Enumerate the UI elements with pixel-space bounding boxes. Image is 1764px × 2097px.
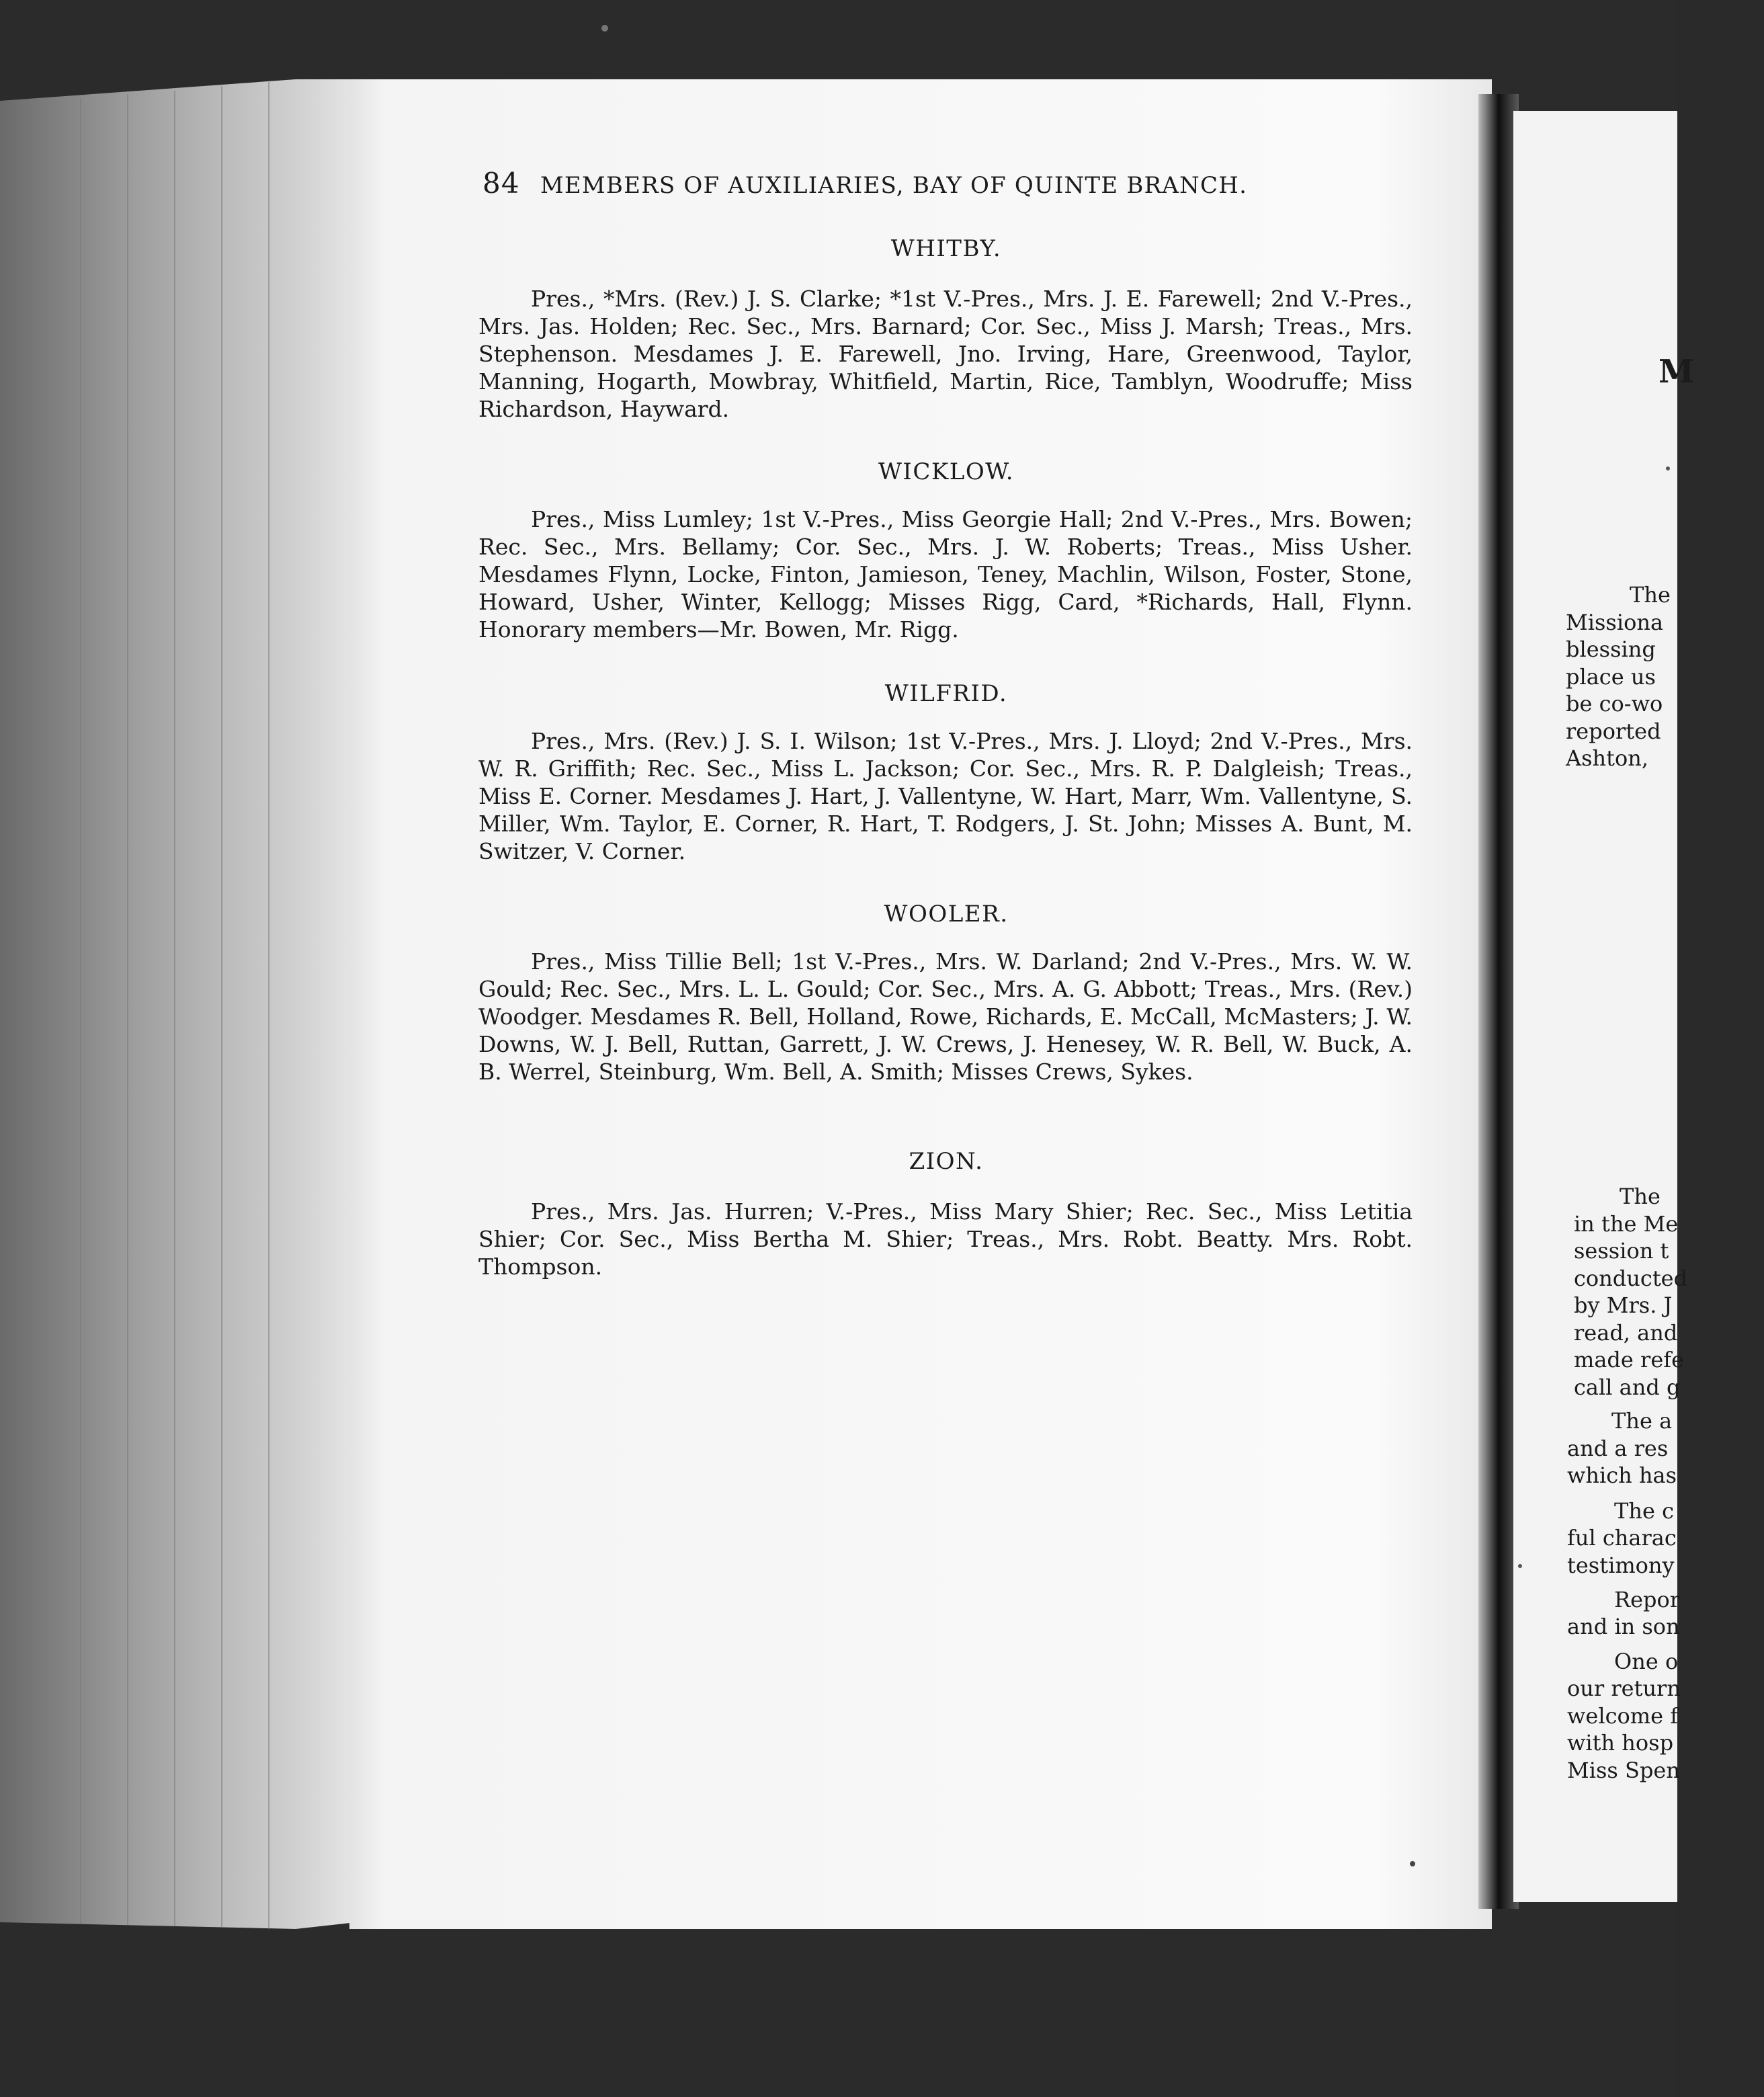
right-block1-line0: The	[1630, 582, 1671, 608]
right-block4-line0: The c	[1614, 1498, 1674, 1524]
right-block1-line6: Ashton,	[1566, 745, 1649, 771]
gutter	[1478, 94, 1519, 1909]
section-heading-zion: ZION.	[909, 1148, 984, 1175]
section-heading-whitby: WHITBY.	[890, 235, 1002, 262]
running-header	[482, 167, 1410, 200]
right-block6-line3: with hosp	[1567, 1730, 1674, 1756]
right-block2-line6: made refe	[1574, 1347, 1685, 1372]
section-text-wicklow: Pres., Miss Lumley; 1st V.-Pres., Miss Georgie Hall; 2nd V.-Pres., Mrs. Bowen; Rec. Sec., Mrs. Bellamy; Cor. Sec., Mrs. J. W. Roberts; Treas., Miss Usher. Mesdames Flynn, Locke, Finton, Jamieson, Teney, Machlin, Wilson, Foster, Stone, Howard, Usher, Winter, Kellogg; Misses Rigg, Card, *Richards, Hall, Flynn. Honorary members—Mr. Bowen, Mr. Rigg.	[478, 506, 1413, 643]
right-block6-line1: our return	[1567, 1676, 1681, 1701]
right-block4-line1: ful charac	[1567, 1525, 1677, 1551]
section-heading-wilfrid: WILFRID.	[884, 680, 1008, 707]
right-block2-line7: call and g	[1574, 1374, 1681, 1400]
right-block4-line2: testimony	[1567, 1553, 1675, 1578]
right-block2-line5: read, and	[1574, 1320, 1678, 1346]
section-text-zion: Pres., Mrs. Jas. Hurren; V.-Pres., Miss Mary Shier; Rec. Sec., Miss Letitia Shier; Cor. Sec., Miss Bertha M. Shier; Treas., Mrs. Robt. Beatty. Mrs. Robt. Thompson.	[478, 1198, 1413, 1280]
right-block2-line3: conducted	[1574, 1266, 1688, 1291]
page-number: 84	[482, 167, 520, 200]
right-block1-line4: be co-wo	[1566, 691, 1663, 716]
running-head-title: MEMBERS OF AUXILIARIES, BAY OF QUINTE BRANCH.	[540, 172, 1248, 199]
right-block3-line0: The a	[1611, 1408, 1673, 1434]
right-block5-line1: and in son	[1567, 1614, 1680, 1639]
right-block6-line2: welcome f	[1567, 1703, 1679, 1729]
section-text-whitby: Pres., *Mrs. (Rev.) J. S. Clarke; *1st V.-Pres., Mrs. J. E. Farewell; 2nd V.-Pres., Mrs. Jas. Holden; Rec. Sec., Mrs. Barnard; Cor. Sec., Miss J. Marsh; Treas., Mrs. Stephenson. Mesdames J. E. Farewell, Jno. Irving, Hare, Greenwood, Taylor, Manning, Hogarth, Mowbray, Whitfield, Martin, Rice, Tamblyn, Woodruffe; Miss Richardson, Hayward.	[478, 286, 1413, 422]
section-heading-wooler: WOOLER.	[884, 901, 1009, 928]
right-block2-line2: session t	[1574, 1238, 1669, 1264]
right-block2-line4: by Mrs. J	[1574, 1292, 1673, 1318]
right-block2-line1: in the Me	[1574, 1211, 1679, 1237]
right-block1-line2: blessing	[1566, 636, 1656, 662]
right-block3-line1: and a res	[1567, 1436, 1669, 1461]
section-text-wooler: Pres., Miss Tillie Bell; 1st V.-Pres., Mrs. W. Darland; 2nd V.-Pres., Mrs. W. W. Gould; Rec. Sec., Mrs. L. L. Gould; Cor. Sec., Mrs. A. G. Abbott; Treas., Mrs. (Rev.) Woodger. Mesdames R. Bell, Holland, Rowe, Richards, E. McCall, McMasters; J. W. Downs, W. J. Bell, Ruttan, Garrett, J. W. Crews, J. Henesey, W. R. Bell, W. Buck, A. B. Werrel, Steinburg, Wm. Bell, A. Smith; Misses Crews, Sykes.	[478, 948, 1413, 1085]
right-block5-line0: Repor	[1614, 1587, 1681, 1612]
right-block6-line4: Miss Spen	[1567, 1758, 1680, 1783]
right-block1-line5: reported	[1566, 718, 1661, 744]
page-edges	[0, 79, 356, 1929]
section-heading-wicklow: WICKLOW.	[878, 458, 1015, 485]
right-block1-line1: Missiona	[1566, 610, 1664, 635]
right-block1-line3: place us	[1566, 664, 1656, 690]
right-page-heading-fragment: M	[1658, 353, 1695, 390]
section-text-wilfrid: Pres., Mrs. (Rev.) J. S. I. Wilson; 1st V.-Pres., Mrs. J. Lloyd; 2nd V.-Pres., Mrs. W. R. Griffith; Rec. Sec., Miss L. Jackson; Cor. Sec., Mrs. R. P. Dalgleish; Treas., Miss E. Corner. Mesdames J. Hart, J. Vallentyne, W. Hart, Marr, Wm. Vallentyne, S. Miller, Wm. Taylor, E. Corner, R. Hart, T. Rodgers, J. St. John; Misses A. Bunt, M. Switzer, V. Corner.	[478, 728, 1413, 864]
right-block6-line0: One o	[1614, 1649, 1679, 1674]
right-block2-line0: The	[1620, 1184, 1661, 1209]
right-block3-line2: which has	[1567, 1463, 1677, 1488]
